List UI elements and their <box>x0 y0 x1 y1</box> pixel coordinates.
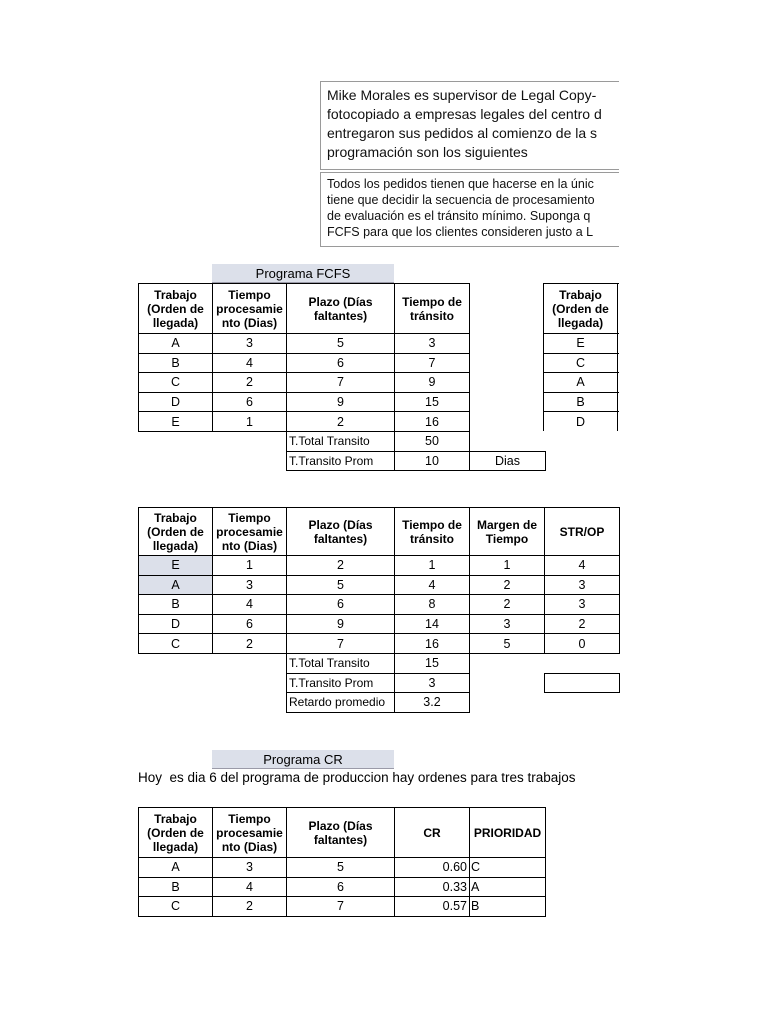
cell-str-op: 3 <box>545 595 620 615</box>
cell-transito: 16 <box>395 634 470 654</box>
instructions-textbox <box>320 172 640 247</box>
cell-trabajo: D <box>139 392 213 412</box>
cell-margen: 2 <box>470 575 545 595</box>
cell-proc: 1 <box>213 412 287 432</box>
page-edge <box>619 60 768 260</box>
empty-cell <box>470 431 546 451</box>
instructions-line: Todos los pedidos tienen que hacerse en la únic <box>327 177 594 191</box>
empty-cell <box>470 334 546 354</box>
empty-cell <box>545 693 620 713</box>
fcfs-title: Programa FCFS <box>212 264 394 283</box>
cell-proc: 4 <box>213 353 287 373</box>
cell-plazo: 6 <box>287 595 395 615</box>
transito-prom-label: T.Transito Prom <box>287 673 395 693</box>
empty-cell <box>470 284 546 334</box>
cell-prioridad: A <box>470 877 546 897</box>
empty-cell <box>470 373 546 393</box>
cell-proc: 3 <box>213 334 287 354</box>
empty-cell <box>618 412 620 431</box>
cell-proc: 2 <box>213 373 287 393</box>
empty-cell <box>139 451 213 471</box>
col-plazo: Plazo (Días faltantes) <box>287 808 395 858</box>
cell-plazo: 2 <box>287 412 395 432</box>
empty-cell <box>213 653 287 673</box>
empty-cell <box>213 431 287 451</box>
intro-line: Mike Morales es supervisor de Legal Copy- <box>327 87 597 103</box>
cell-plazo: 9 <box>287 614 395 634</box>
cell-transito: 14 <box>395 614 470 634</box>
cell-cr: 0.57 <box>395 897 470 917</box>
total-transito-value: 15 <box>395 653 470 673</box>
instructions-line: tiene que decidir la secuencia de procesamiento <box>327 193 595 207</box>
cell-trabajo: E <box>139 412 213 432</box>
col-str-op: STR/OP <box>545 508 620 556</box>
cell-proc: 2 <box>213 634 287 654</box>
cell-margen: 2 <box>470 595 545 615</box>
cell-str-op: 4 <box>545 556 620 576</box>
cell-trabajo: E <box>544 334 618 354</box>
empty-cell <box>213 451 287 471</box>
col-tiempo-proc: Tiempo procesamie nto (Dias) <box>213 284 287 334</box>
intro-line: fotocopiado a empresas legales del centro d <box>327 106 602 122</box>
col-trabajo: Trabajo (Orden de llegada) <box>139 284 213 334</box>
cell-transito: 3 <box>395 334 470 354</box>
col-hidden <box>618 284 620 334</box>
cell-trabajo: B <box>139 877 213 897</box>
str-table <box>138 507 620 713</box>
total-transito-label: T.Total Transito <box>287 431 395 451</box>
cell-str-op: 3 <box>545 575 620 595</box>
cr-table <box>138 807 546 917</box>
cell-str-op: 0 <box>545 634 620 654</box>
cell-plazo: 5 <box>287 334 395 354</box>
cell-prioridad: B <box>470 897 546 917</box>
cell-trabajo: C <box>544 353 618 373</box>
total-transito-value: 50 <box>395 431 470 451</box>
cr-note: Hoy es dia 6 del programa de produccion hay ordenes para tres trabajos <box>138 770 576 785</box>
retardo-promedio-label: Retardo promedio <box>287 693 395 713</box>
intro-textbox <box>320 81 640 170</box>
intro-line: entregaron sus pedidos al comienzo de la s <box>327 125 598 141</box>
empty-cell <box>213 693 287 713</box>
cell-trabajo: A <box>139 575 213 595</box>
col-prioridad: PRIORIDAD <box>470 808 546 858</box>
empty-cell <box>139 693 213 713</box>
cell-margen: 5 <box>470 634 545 654</box>
cell-transito: 8 <box>395 595 470 615</box>
empty-boxed-cell <box>545 673 620 693</box>
col-plazo: Plazo (Días faltantes) <box>287 508 395 556</box>
cell-plazo: 2 <box>287 556 395 576</box>
transito-prom-value: 10 <box>395 451 470 471</box>
empty-cell <box>470 412 546 432</box>
cell-transito: 15 <box>395 392 470 412</box>
empty-cell <box>470 673 545 693</box>
empty-cell <box>139 673 213 693</box>
col-trabajo: Trabajo (Orden de llegada) <box>544 284 618 334</box>
cell-trabajo: A <box>544 373 618 393</box>
total-transito-label: T.Total Transito <box>287 653 395 673</box>
side-column-clip <box>543 283 619 431</box>
cell-proc: 6 <box>213 392 287 412</box>
cell-plazo: 9 <box>287 392 395 412</box>
cell-trabajo: C <box>139 897 213 917</box>
cell-trabajo: B <box>544 392 618 412</box>
cell-margen: 3 <box>470 614 545 634</box>
cell-trabajo: C <box>139 373 213 393</box>
col-trabajo: Trabajo (Orden de llegada) <box>139 808 213 858</box>
cell-proc: 2 <box>213 897 287 917</box>
empty-cell <box>618 353 620 373</box>
col-transito: Tiempo de tránsito <box>395 508 470 556</box>
cell-transito: 7 <box>395 353 470 373</box>
cell-proc: 3 <box>213 575 287 595</box>
cr-title: Programa CR <box>212 750 394 769</box>
cell-proc: 3 <box>213 858 287 878</box>
col-transito: Tiempo de tránsito <box>395 284 470 334</box>
empty-cell <box>470 353 546 373</box>
col-plazo: Plazo (Días faltantes) <box>287 284 395 334</box>
cell-trabajo: C <box>139 634 213 654</box>
fcfs-side-table <box>543 283 619 431</box>
retardo-promedio-value: 3.2 <box>395 693 470 713</box>
cell-proc: 4 <box>213 877 287 897</box>
transito-prom-label: T.Transito Prom <box>287 451 395 471</box>
cell-transito: 9 <box>395 373 470 393</box>
cell-trabajo: E <box>139 556 213 576</box>
cell-plazo: 6 <box>287 353 395 373</box>
empty-cell <box>545 653 620 673</box>
cell-trabajo: B <box>139 595 213 615</box>
cell-proc: 4 <box>213 595 287 615</box>
instructions-line: de evaluación es el tránsito mínimo. Suponga q <box>327 209 591 223</box>
empty-cell <box>213 673 287 693</box>
col-cr: CR <box>395 808 470 858</box>
cell-cr: 0.33 <box>395 877 470 897</box>
empty-cell <box>618 373 620 393</box>
cell-transito: 4 <box>395 575 470 595</box>
col-margen: Margen de Tiempo <box>470 508 545 556</box>
transito-prom-value: 3 <box>395 673 470 693</box>
cell-proc: 6 <box>213 614 287 634</box>
empty-cell <box>139 431 213 451</box>
cell-trabajo: A <box>139 858 213 878</box>
transito-prom-unit: Dias <box>470 451 546 471</box>
empty-cell <box>470 392 546 412</box>
intro-line: programación son los siguientes <box>327 144 528 160</box>
col-tiempo-proc: Tiempo procesamie nto (Dias) <box>213 808 287 858</box>
empty-cell <box>139 653 213 673</box>
empty-cell <box>470 653 545 673</box>
empty-cell <box>618 334 620 354</box>
cell-plazo: 5 <box>287 858 395 878</box>
cell-trabajo: D <box>544 412 618 431</box>
cell-margen: 1 <box>470 556 545 576</box>
cell-transito: 1 <box>395 556 470 576</box>
cell-proc: 1 <box>213 556 287 576</box>
empty-cell <box>618 392 620 412</box>
cell-plazo: 5 <box>287 575 395 595</box>
empty-cell <box>470 693 545 713</box>
cell-trabajo: A <box>139 334 213 354</box>
cell-transito: 16 <box>395 412 470 432</box>
cell-trabajo: B <box>139 353 213 373</box>
cell-cr: 0.60 <box>395 858 470 878</box>
col-tiempo-proc: Tiempo procesamie nto (Dias) <box>213 508 287 556</box>
cell-prioridad: C <box>470 858 546 878</box>
instructions-line: FCFS para que los clientes consideren justo a L <box>327 225 594 239</box>
cell-trabajo: D <box>139 614 213 634</box>
cell-str-op: 2 <box>545 614 620 634</box>
cell-plazo: 7 <box>287 897 395 917</box>
cell-plazo: 7 <box>287 634 395 654</box>
fcfs-table <box>138 283 546 471</box>
cell-plazo: 7 <box>287 373 395 393</box>
cell-plazo: 6 <box>287 877 395 897</box>
col-trabajo: Trabajo (Orden de llegada) <box>139 508 213 556</box>
